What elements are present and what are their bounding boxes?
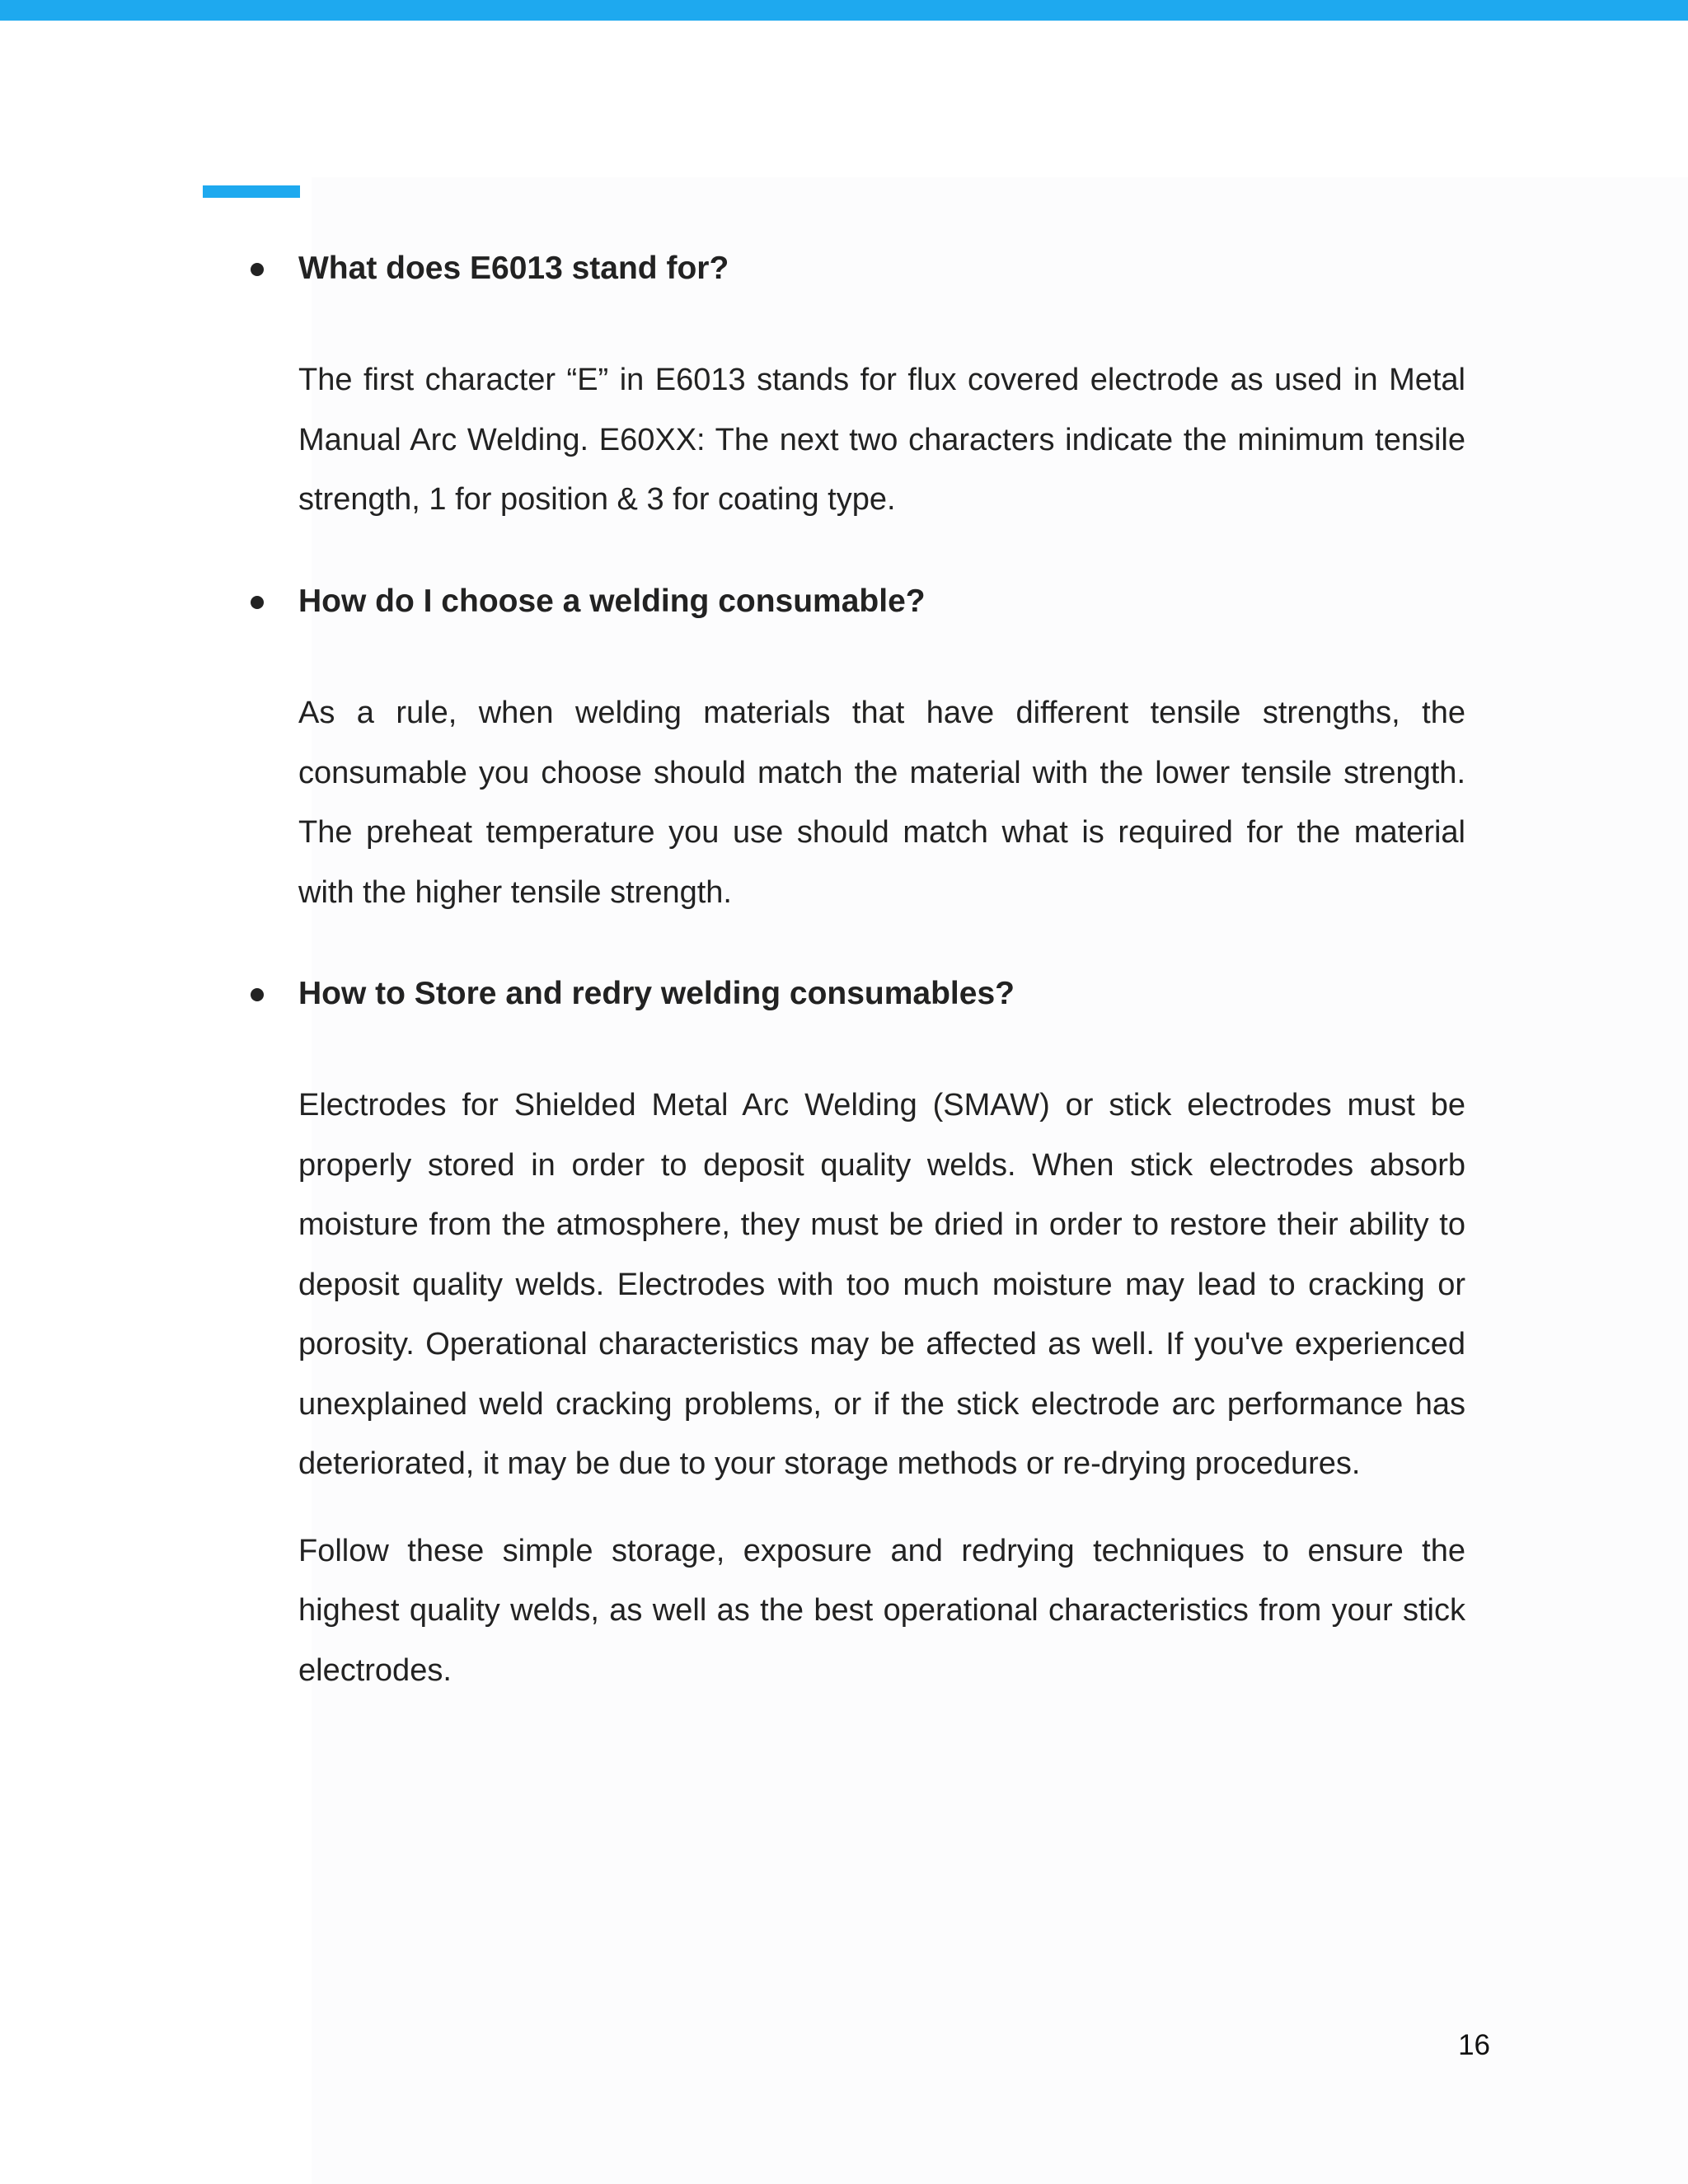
faq-answer: As a rule, when welding materials that have different tensile strengths, the consumable you choose should match the material with the lower tensile strength. The preheat temperature you use should match what is required for the material with the higher tensile strength. (298, 696, 1465, 910)
faq-answer-followup: Follow these simple storage, exposure and redrying techniques to ensure the highest quality welds, as well as the best operational characteristics from your stick electrodes. (298, 1533, 1465, 1688)
faq-item-e6013 (298, 251, 1465, 530)
faq-answer: The first character “E” in E6013 stands for flux covered electrode as used in Metal Manual Arc Welding. E60XX: The next two characters indicate the minimum tensile strength, 1 for position & 3 for coating type. (298, 363, 1465, 517)
faq-question (298, 976, 1465, 1012)
top-accent-bar (0, 0, 1688, 21)
page-number: 16 (1458, 2029, 1490, 2061)
bullet-icon (251, 596, 264, 609)
faq-answer: Electrodes for Shielded Metal Arc Welding (SMAW) or stick electrodes must be properly stored in order to deposit quality welds. When stick electrodes absorb moisture from the atmosphere, they must be dried in order to restore their ability to deposit quality welds. Electrodes with too much moisture may lead to cracking or porosity. Operational characteristics may be affected as well. If you've experienced unexplained weld cracking problems, or if the stick electrode arc performance has deteriorated, it may be due to your storage methods or re-drying procedures. (298, 1088, 1465, 1481)
faq-question-text: How do I choose a welding consumable? (298, 583, 926, 619)
faq-question-text: What does E6013 stand for? (298, 251, 729, 286)
faq-question (298, 583, 1465, 620)
faq-question-text: How to Store and redry welding consumables? (298, 976, 1015, 1011)
bullet-icon (251, 988, 264, 1001)
bullet-icon (251, 263, 264, 276)
faq-item-choose-consumable (298, 583, 1465, 922)
section-accent-dash (203, 185, 300, 198)
faq-question (298, 251, 1465, 287)
faq-item-store-redry (298, 976, 1465, 1700)
